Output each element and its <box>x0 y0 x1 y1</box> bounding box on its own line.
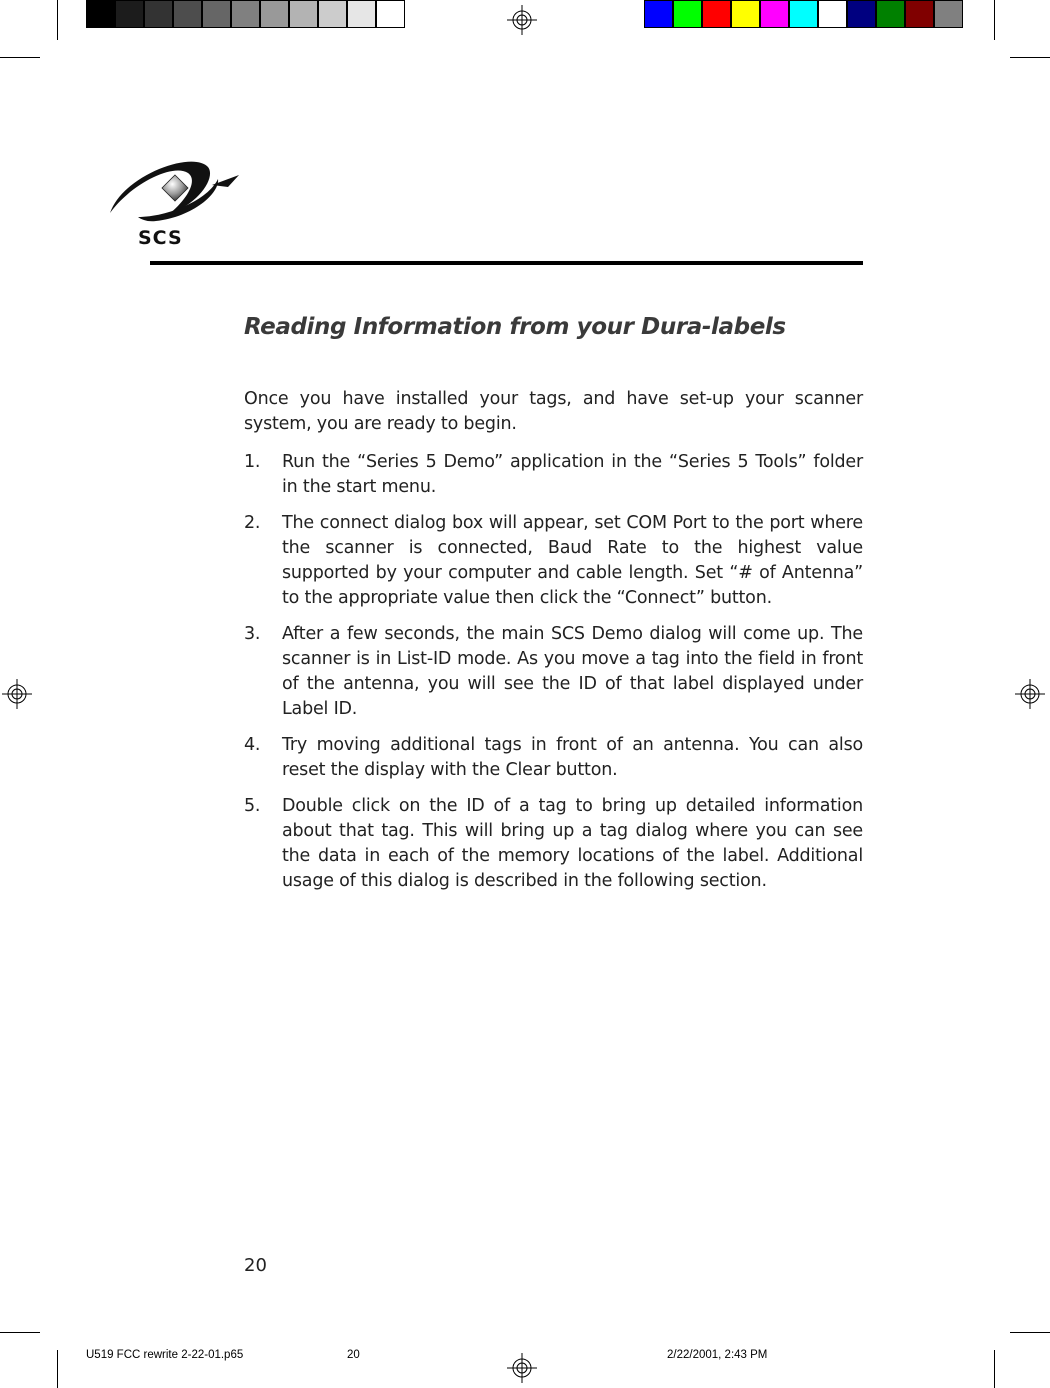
list-item <box>244 622 863 722</box>
color-swatch <box>202 0 231 28</box>
slug-timestamp: 2/22/2001, 2:43 PM <box>667 1349 768 1361</box>
crop-mark <box>0 1332 40 1333</box>
page-number: 20 <box>244 1255 267 1276</box>
color-swatch <box>673 0 702 28</box>
color-swatch <box>144 0 173 28</box>
color-swatch <box>731 0 760 28</box>
color-swatch <box>905 0 934 28</box>
crop-mark <box>57 0 58 40</box>
step-number: 2. <box>244 513 261 533</box>
list-item <box>244 733 863 783</box>
color-swatch <box>789 0 818 28</box>
color-swatch <box>702 0 731 28</box>
intro-paragraph: Once you have installed your tags, and have set-up your scanner system, you are ready to begin. <box>244 389 863 434</box>
color-swatch <box>289 0 318 28</box>
step-text: After a few seconds, the main SCS Demo dialog will come up. The scanner is in List-ID mode. As you move a tag into the field in front of the antenna, you will see the ID of that label displayed under Label ID. <box>282 624 863 719</box>
crop-mark <box>0 57 40 58</box>
registration-mark-icon <box>507 1353 537 1383</box>
logo-text: SCS <box>138 227 183 249</box>
color-swatch <box>115 0 144 28</box>
crop-mark <box>994 0 995 40</box>
step-number: 4. <box>244 735 261 755</box>
color-swatch <box>173 0 202 28</box>
slug-page: 20 <box>347 1349 360 1361</box>
color-swatch <box>86 0 115 28</box>
list-item <box>244 794 863 894</box>
color-swatch <box>347 0 376 28</box>
crop-mark <box>1010 57 1050 58</box>
crop-mark <box>57 1350 58 1388</box>
color-swatch <box>260 0 289 28</box>
registration-mark-icon <box>1015 679 1045 709</box>
step-number: 5. <box>244 796 261 816</box>
color-swatch <box>760 0 789 28</box>
color-swatch <box>644 0 673 28</box>
registration-mark-icon <box>507 5 537 35</box>
step-number: 3. <box>244 624 261 644</box>
header-rule <box>150 261 863 265</box>
step-text: The connect dialog box will appear, set COM Port to the port where the scanner is connected, Baud Rate to the highest value supported by your computer and cable length. Set “# of Antenna” to the appropriate value then click the “Connect” button. <box>282 513 863 608</box>
color-swatch <box>876 0 905 28</box>
list-item <box>244 511 863 611</box>
color-swatch <box>376 0 405 28</box>
crop-mark <box>1010 1332 1050 1333</box>
step-text: Run the “Series 5 Demo” application in the “Series 5 Tools” folder in the start menu. <box>282 452 863 497</box>
color-swatch <box>318 0 347 28</box>
color-swatch <box>231 0 260 28</box>
list-item <box>244 450 863 500</box>
color-swatch <box>934 0 963 28</box>
registration-mark-icon <box>2 679 32 709</box>
scs-logo <box>108 155 243 250</box>
section-heading: Reading Information from your Dura-labels <box>244 314 786 340</box>
step-number: 1. <box>244 452 261 472</box>
crop-mark <box>994 1350 995 1388</box>
step-text: Try moving additional tags in front of an antenna. You can also reset the display with the Clear button. <box>282 735 863 780</box>
steps-list <box>244 450 863 905</box>
step-text: Double click on the ID of a tag to bring up detailed information about that tag. This will bring up a tag dialog where you can see the data in each of the memory locations of the label. Additional usage of this dialog is described in the following section. <box>282 796 863 891</box>
slug-filename: U519 FCC rewrite 2-22-01.p65 <box>86 1349 244 1361</box>
color-swatch <box>818 0 847 28</box>
color-swatch <box>847 0 876 28</box>
